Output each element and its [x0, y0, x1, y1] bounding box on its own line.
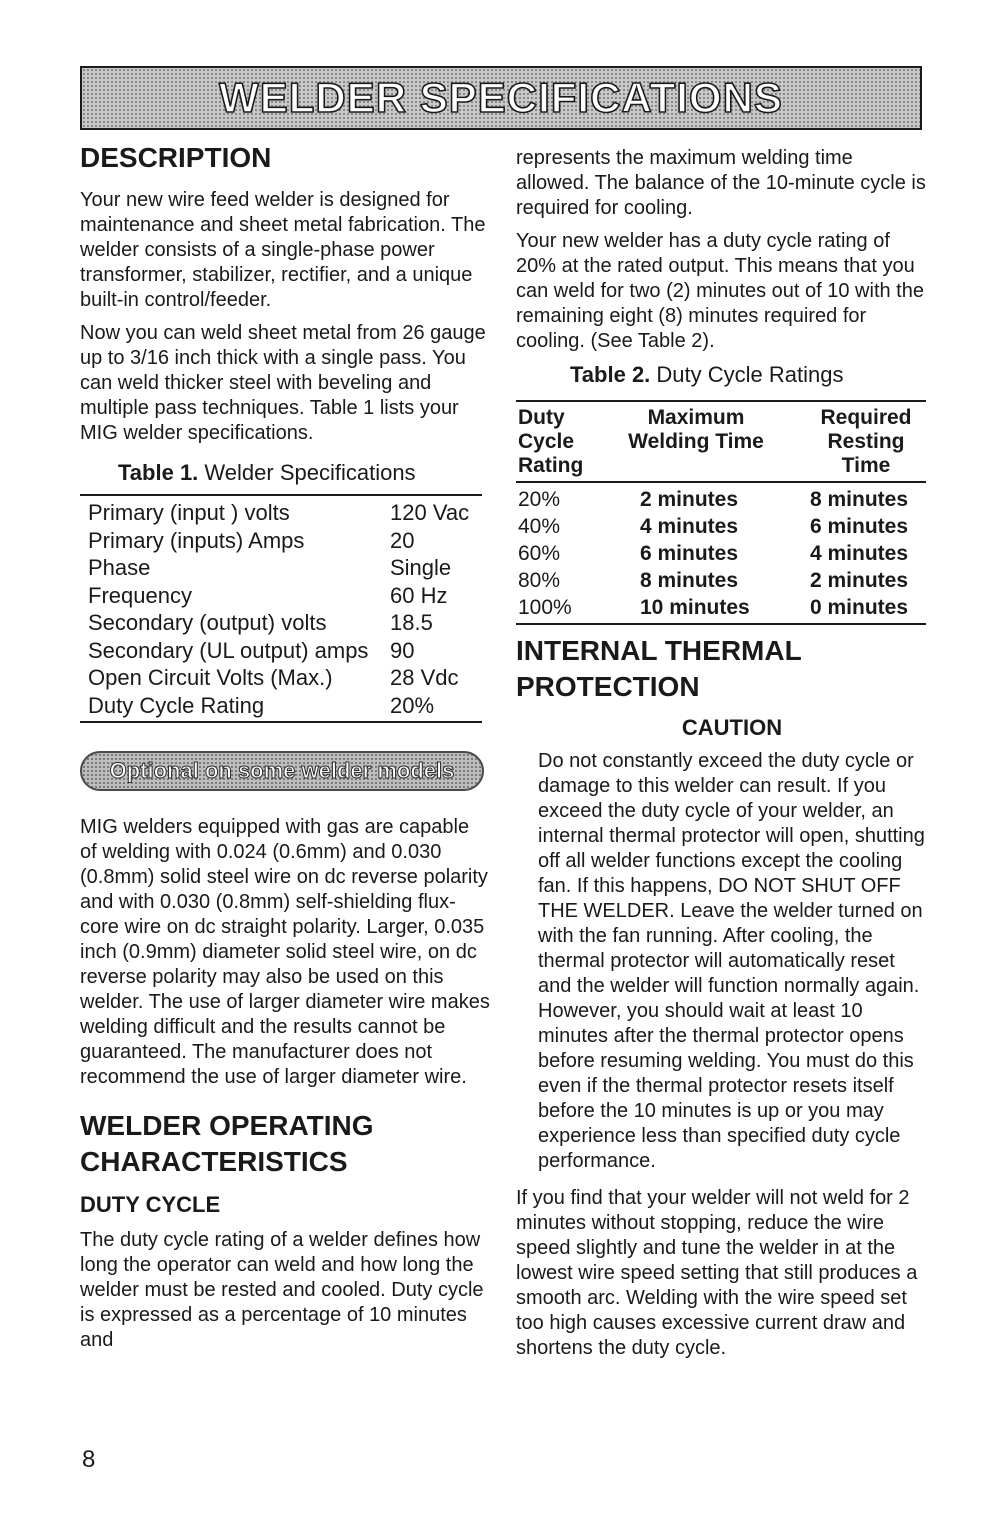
description-paragraph-2: Now you can weld sheet metal from 26 gauge up to 3/16 inch thick with a single pass. You can weld thicker steel with beveling and multiple pass techniques. Table 1 lists your MIG welder specifications. — [80, 322, 486, 444]
optional-models-label: Optional on some welder models — [109, 758, 455, 783]
header-maximum-welding-time: Maximum Welding Time — [628, 406, 764, 453]
table1-caption — [80, 458, 490, 488]
table2-caption — [516, 360, 926, 390]
left-column — [80, 140, 490, 1361]
duty-cycle-paragraph-continued: represents the maximum welding time allowed. The balance of the 10-minute cycle is required for cooling. — [516, 147, 926, 219]
table2-label: Table 2. — [570, 362, 651, 387]
header-required-resting-time: Required Resting Time — [820, 406, 912, 477]
table-row: Secondary (output) volts 18.5 — [88, 610, 433, 635]
header-duty-cycle-rating: Duty Cycle Rating — [518, 406, 584, 477]
table-row: 80% 8 minutes 2 minutes — [518, 569, 909, 592]
thermal-paragraph: If you find that your welder will not weld for 2 minutes without stopping, reduce the wire speed slightly and tune the welder in at the lowest wire speed setting that still produces a smooth arc. Welding with the wire speed set too high causes excessive current draw and shortens the duty cycle. — [516, 1187, 918, 1359]
duty-cycle-rating-paragraph: Your new welder has a duty cycle rating of 20% at the rated output. This means that you can weld for two (2) minutes out of 10 with the remaining eight (8) minutes required for cooling. (See Table 2). — [516, 230, 924, 352]
table2-title: Duty Cycle Ratings — [656, 362, 844, 387]
duty-cycle-subheading: DUTY CYCLE — [80, 1192, 221, 1217]
table-row: 100% 10 minutes 0 minutes — [518, 596, 909, 619]
duty-cycle-table — [516, 400, 926, 625]
duty-table-header — [516, 400, 926, 483]
table-row: 60% 6 minutes 4 minutes — [518, 542, 909, 565]
table-row: Primary (input ) volts 120 Vac — [88, 500, 470, 525]
duty-table-body — [516, 483, 926, 625]
table-row: Phase Single — [88, 555, 452, 580]
page-banner — [80, 66, 922, 130]
specifications-table — [80, 494, 482, 723]
operating-heading: WELDER OPERATING CHARACTERISTICS — [80, 1110, 374, 1177]
table-row: Secondary (UL output) amps 90 — [88, 637, 415, 663]
optional-paragraph: MIG welders equipped with gas are capable of welding with 0.024 (0.6mm) and 0.030 (0.8mm) solid steel wire on dc reverse polarity and with 0.030 (0.8mm) self-shielding flux-core wire on dc straight polarity. Larger, 0.035 inch (0.9mm) diameter solid steel wire, on dc reverse polarity may also be used on this welder. The use of larger diameter wire makes welding difficult and the results cannot be guaranteed. The manufacturer does not recommend the use of larger diameter wire. — [80, 816, 490, 1088]
duty-cycle-paragraph: The duty cycle rating of a welder defines how long the operator can weld and how long the welder must be rested and cooled. Duty cycle is expressed as a percentage of 10 minutes and — [80, 1229, 484, 1351]
table1-title: Welder Specifications — [204, 460, 416, 485]
table-row: 40% 4 minutes 6 minutes — [518, 515, 909, 538]
description-heading: DESCRIPTION — [80, 142, 272, 173]
caution-block — [516, 713, 926, 1174]
table-row: Open Circuit Volts (Max.) 28 Vdc — [88, 665, 459, 690]
right-column — [516, 146, 926, 1369]
table-row: 20% 2 minutes 8 minutes — [518, 488, 909, 511]
optional-models-badge — [80, 751, 484, 791]
table-row: Duty Cycle Rating 20% — [88, 692, 435, 718]
thermal-protection-heading: INTERNAL THERMAL PROTECTION — [516, 635, 802, 702]
table1-label: Table 1. — [118, 460, 199, 485]
description-paragraph-1: Your new wire feed welder is designed for maintenance and sheet metal fabrication. The welder consists of a single-phase power transformer, stabilizer, rectifier, and a unique built-in control/feeder. — [80, 189, 486, 311]
table-row: Frequency 60 Hz — [88, 582, 448, 608]
table-row: Primary (inputs) Amps 20 — [88, 527, 415, 553]
page-number: 8 — [82, 1446, 96, 1473]
caution-text: Do not constantly exceed the duty cycle or damage to this welder can result. If you exceed the duty cycle of your welder, an internal thermal protector will open, shutting off all welder functions except the cooling fan. If this happens, DO NOT SHUT OFF THE WELDER. Leave the welder turned on with the fan running. After cooling, the thermal protector will automatically reset and the welder will function normally again. However, you should wait at least 10 minutes after the thermal protector opens before resuming welding. You must do this even if the thermal protector resets itself before the 10 minutes is up or you may experience less than specified duty cycle performance. — [538, 750, 925, 1172]
banner-title: WELDER SPECIFICATIONS — [219, 74, 783, 121]
caution-title: CAUTION — [681, 715, 783, 740]
